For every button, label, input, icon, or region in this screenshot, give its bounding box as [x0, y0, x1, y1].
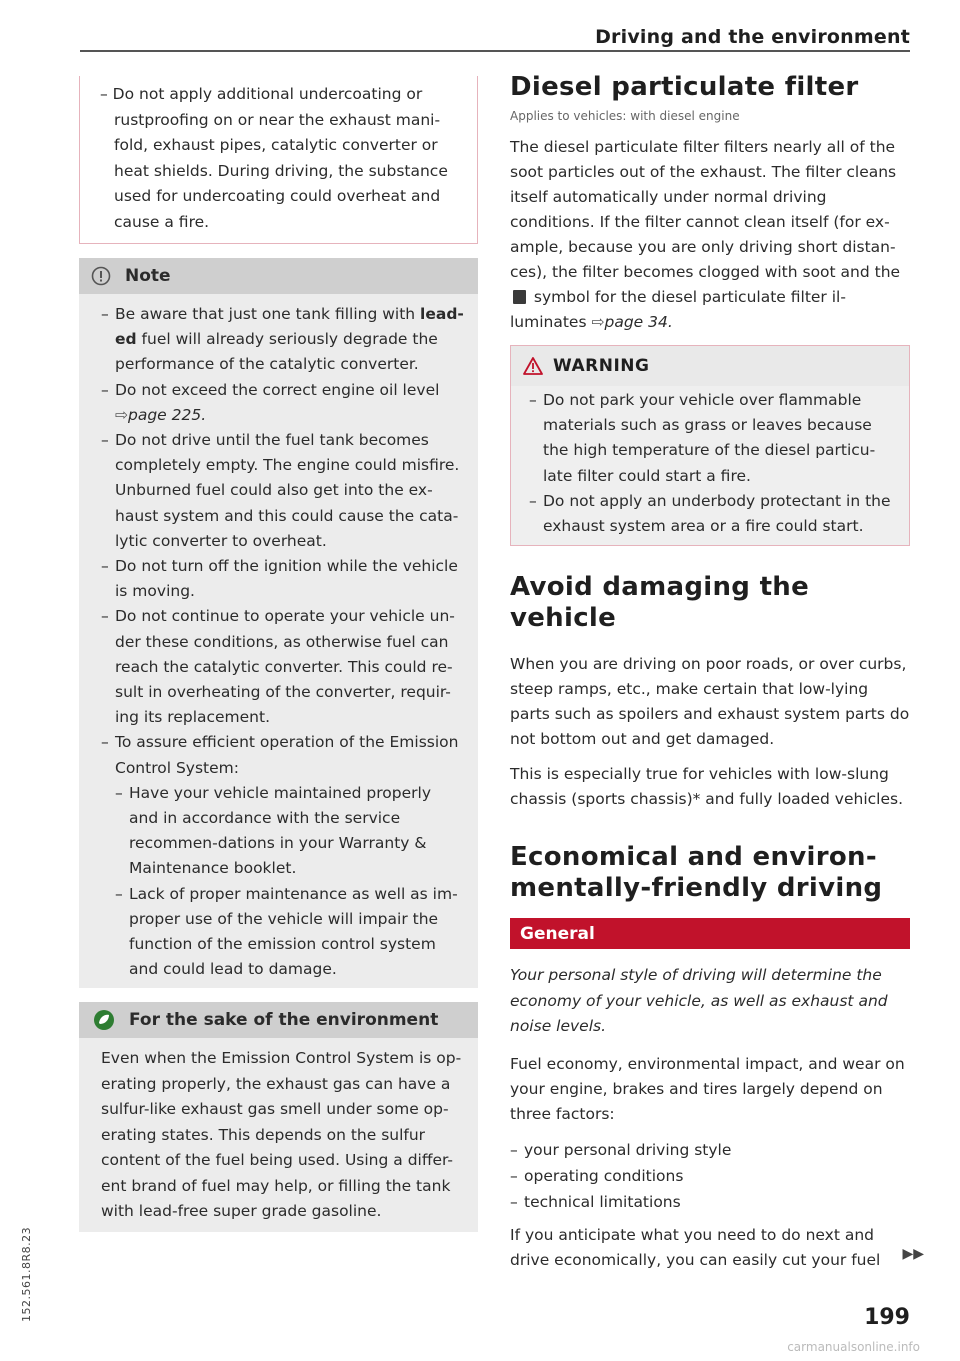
- note-text: Do not exceed the correct engine oil level: [115, 380, 440, 399]
- note-item: – Do not turn off the ignition while the vehicle is moving.: [101, 554, 464, 604]
- dpf-text-part: The diesel particulate filter filters nearly all of the soot particles out of the exhaust. The filter cleans itself automatically under normal driving conditions. If the filter cannot clean itself (for ex-ample, because you are only driving short distan-ces), the filter becomes clogged with soot and the: [510, 138, 901, 281]
- warning-item: – Do not park your vehicle over flammable materials such as grass or leaves because the high temperature of the diesel particu-late filter could start a fire.: [529, 388, 895, 489]
- avoid-text-2: This is especially true for vehicles with low-slung chassis (sports chassis)* and fully loaded vehicles.: [510, 765, 904, 809]
- economy-text-2: [510, 1223, 924, 1273]
- note-subitem: – Have your vehicle maintained properly and in accordance with the service recommen-dations in your Warranty & Maintenance booklet.: [115, 781, 464, 882]
- note-title-bar: [79, 258, 478, 294]
- page-ref-arrow-icon: ⇨: [591, 313, 605, 331]
- economy-text-1: Fuel economy, environmental impact, and wear on your engine, brakes and tires largely depend on three factors:: [510, 1054, 905, 1123]
- warning-title-bar: [511, 346, 909, 386]
- factor-item: – your personal driving style: [510, 1137, 910, 1163]
- page-ref-arrow-icon: ⇨: [115, 405, 128, 424]
- avoid-text-1: When you are driving on poor roads, or over curbs, steep ramps, etc., make certain that low-lying parts such as spoilers and exhaust system parts do not bottom out and get damaged.: [510, 655, 910, 749]
- red-box-line: rustproofing on or near the exhaust mani-: [114, 110, 441, 129]
- left-column: [79, 76, 478, 1232]
- warning-box: [510, 345, 910, 546]
- environment-leaf-icon: [93, 1009, 115, 1031]
- red-box-line: heat shields. During driving, the substance: [114, 161, 448, 180]
- red-box-line: cause a fire.: [114, 212, 210, 231]
- environment-text: Even when the Emission Control System is op-erating properly, the exhaust gas can have a sulfur-like exhaust gas smell under some op-erating states. This depends on the sulfur content of the fuel being used. Using a differ-ent brand of fuel may help, or filling the tank with lead-free super grade gasoline.: [101, 1049, 462, 1220]
- title-line: mentally-friendly driving: [510, 873, 883, 904]
- header-rule: [80, 50, 910, 52]
- note-title: Note: [125, 266, 171, 286]
- page-ref-link[interactable]: page 34.: [604, 313, 673, 331]
- title-line: Avoid damaging the: [510, 572, 810, 603]
- economy-intro: Your personal style of driving will determine the economy of your vehicle, as well as exhaust and noise levels.: [510, 966, 888, 1036]
- right-column: [510, 72, 924, 1283]
- title-line: vehicle: [510, 603, 617, 634]
- note-item: [101, 302, 464, 378]
- undercoating-warning-continuation: [79, 76, 478, 244]
- note-text: Be aware that just one tank filling with: [115, 305, 421, 323]
- factor-item: – operating conditions: [510, 1163, 910, 1189]
- note-item: [101, 378, 464, 428]
- page-number: 199: [864, 1305, 910, 1330]
- dpf-text-part: symbol for the diesel particulate filter il-luminates: [510, 288, 846, 331]
- note-body: [79, 294, 478, 988]
- title-line: Economical and environ-: [510, 842, 877, 873]
- note-bold-text: lead-ed: [115, 305, 464, 349]
- note-item: – Do not drive until the fuel tank becomes completely empty. The engine could misfire. Unburned fuel could also get into the ex-haust system and this could cause the cata-lytic converter to overheat.: [101, 428, 464, 554]
- red-box-line: fold, exhaust pipes, catalytic converter or: [114, 136, 438, 154]
- environment-title-bar: [79, 1002, 478, 1038]
- environment-title: For the sake of the environment: [129, 1010, 439, 1031]
- factor-item: – technical limitations: [510, 1189, 910, 1215]
- note-item: – To assure efficient operation of the Emission Control System:: [101, 730, 464, 780]
- info-exclamation-icon: [91, 266, 111, 286]
- environment-box: [79, 1002, 478, 1232]
- dpf-text: [510, 135, 910, 335]
- note-item: – Do not continue to operate your vehicle un-der these conditions, as otherwise fuel can reach the catalytic converter. This could re-sult in overheating of the converter, requir-ing its replacement.: [101, 604, 464, 730]
- warning-body: [511, 386, 909, 545]
- section-title-economical: [510, 842, 910, 904]
- general-subsection-bar: General: [510, 918, 910, 949]
- section-title-dpf: Diesel particulate filter: [510, 72, 859, 102]
- red-box-line: used for undercoating could overheat and: [114, 187, 441, 205]
- section-title-avoid: [510, 572, 910, 634]
- economy-text-part: If you anticipate what you need to do next and drive economically, you can easily cut your fuel: [510, 1225, 881, 1269]
- warning-triangle-icon: [523, 357, 543, 375]
- diesel-particulate-filter-icon: [513, 290, 526, 304]
- red-box-line: – Do not apply additional undercoating or: [100, 85, 423, 103]
- note-box: [79, 258, 478, 988]
- note-subitem: – Lack of proper maintenance as well as im-proper use of the vehicle will impair the function of the emission control system and could lead to damage.: [115, 882, 464, 983]
- continue-arrow-icon: ▶▶: [902, 1245, 924, 1262]
- margin-code: 152.561.8R8.23: [20, 1226, 33, 1322]
- watermark: carmanualsonline.info: [787, 1340, 920, 1354]
- environment-body: [79, 1038, 478, 1232]
- page-ref-link[interactable]: page 225.: [128, 405, 207, 424]
- warning-item: – Do not apply an underbody protectant in the exhaust system area or a fire could start.: [529, 489, 895, 539]
- running-head: Driving and the environment: [595, 26, 910, 48]
- factor-list: [510, 1137, 910, 1215]
- applies-to: Applies to vehicles: with diesel engine: [510, 109, 740, 123]
- note-text: fuel will already seriously degrade the performance of the catalytic converter.: [115, 330, 438, 374]
- warning-title: WARNING: [553, 356, 650, 376]
